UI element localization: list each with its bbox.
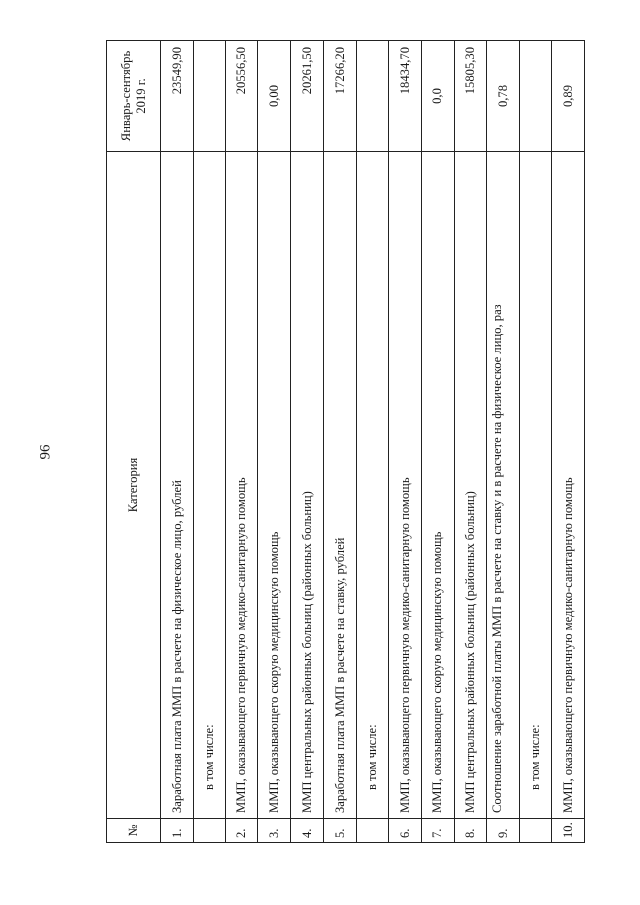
row-value: 20261,50	[291, 41, 324, 152]
header-category: Категория	[107, 152, 161, 819]
row-number: 9.	[487, 819, 520, 843]
salary-table	[106, 40, 585, 843]
row-value: 15805,30	[454, 41, 487, 152]
table-header-row	[107, 41, 161, 843]
row-value: 0,00	[258, 41, 291, 152]
table-row	[487, 41, 520, 843]
row-value: 0,0	[421, 41, 454, 152]
header-value: Январь-сентябрь 2019 г.	[107, 41, 161, 152]
row-number	[357, 819, 389, 843]
row-category: в том числе:	[357, 152, 389, 819]
row-value: 23549,90	[161, 41, 194, 152]
table-row	[520, 41, 552, 843]
row-value	[193, 41, 225, 152]
row-category: Заработная плата ММП в расчете на ставку, рублей	[324, 152, 357, 819]
row-value: 18434,70	[388, 41, 421, 152]
row-category: ММП, оказывающего первичную медико-санитарную помощь	[225, 152, 258, 819]
table-row	[357, 41, 389, 843]
table-row	[421, 41, 454, 843]
row-value	[357, 41, 389, 152]
row-category: в том числе:	[193, 152, 225, 819]
table-row	[161, 41, 194, 843]
page-number: 96	[37, 444, 54, 460]
table-row	[454, 41, 487, 843]
row-category: ММП, оказывающего скорую медицинскую помощь	[258, 152, 291, 819]
table-body	[161, 41, 585, 843]
row-category: Заработная плата ММП в расчете на физическое лицо, рублей	[161, 152, 194, 819]
row-number: 2.	[225, 819, 258, 843]
row-category: ММП, оказывающего первичную медико-санитарную помощь	[552, 152, 585, 819]
row-number: 3.	[258, 819, 291, 843]
table-row	[193, 41, 225, 843]
row-number: 5.	[324, 819, 357, 843]
row-category: ММП центральных районных больниц (районных больниц)	[454, 152, 487, 819]
row-category: ММП, оказывающего скорую медицинскую помощь	[421, 152, 454, 819]
row-number: 10.	[552, 819, 585, 843]
table-row	[258, 41, 291, 843]
header-number: №	[107, 819, 161, 843]
row-number	[193, 819, 225, 843]
table-row	[225, 41, 258, 843]
row-category: Соотношение заработной платы ММП в расчете на ставку и в расчете на физическое лицо, раз	[487, 152, 520, 819]
row-number: 8.	[454, 819, 487, 843]
row-category: ММП центральных районных больниц (районных больниц)	[291, 152, 324, 819]
row-number	[520, 819, 552, 843]
row-number: 1.	[161, 819, 194, 843]
table-row	[291, 41, 324, 843]
row-value: 17266,20	[324, 41, 357, 152]
table-row	[552, 41, 585, 843]
row-value: 0,89	[552, 41, 585, 152]
row-value: 0,78	[487, 41, 520, 152]
row-number: 7.	[421, 819, 454, 843]
row-value	[520, 41, 552, 152]
row-category: в том числе:	[520, 152, 552, 819]
rotated-table-container	[106, 41, 585, 843]
table-row	[324, 41, 357, 843]
row-category: ММП, оказывающего первичную медико-санитарную помощь	[388, 152, 421, 819]
row-number: 6.	[388, 819, 421, 843]
row-value: 20556,50	[225, 41, 258, 152]
table-row	[388, 41, 421, 843]
row-number: 4.	[291, 819, 324, 843]
